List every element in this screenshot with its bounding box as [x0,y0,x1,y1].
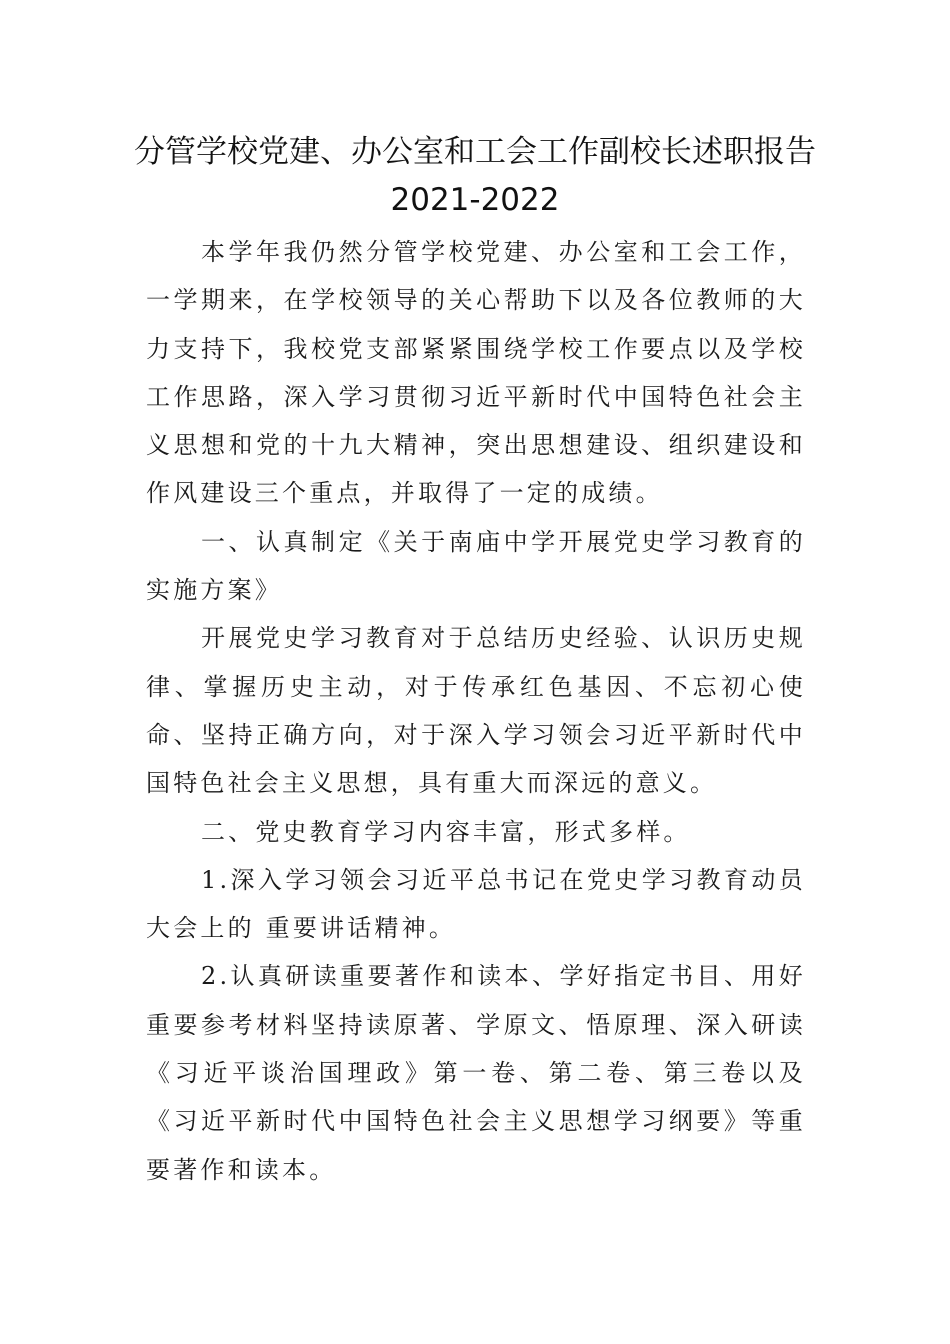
section-heading-1: 一、认真制定《关于南庙中学开展党史学习教育的实施方案》 [146,527,806,605]
paragraph-intro: 本学年我仍然分管学校党建、办公室和工会工作，一学期来，在学校领导的关心帮助下以及各位教师的大力支持下，我校党支部紧紧围绕学校工作要点以及学校工作思路，深入学习贯彻习近平新时代中国特色社会主义思想和党的十九大精神，突出思想建设、组织建设和作风建设三个重点，并取得了一定的成绩。 [146,238,806,508]
paragraph-significance: 开展党史学习教育对于总结历史经验、认识历史规律、掌握历史主动，对于传承红色基因、不忘初心使命、坚持正确方向，对于深入学习领会习近平新时代中国特色社会主义思想，具有重大而深远的意义。 [146,624,806,798]
title-line-1: 分管学校党建、办公室和工会工作副校长述职报告 [134,134,816,170]
document-title [0,128,950,224]
section-heading-2: 二、党史教育学习内容丰富，形式多样。 [201,817,691,846]
document-body [146,228,806,1194]
list-item-2: 2.认真研读重要著作和读本、学好指定书目、用好重要参考材料坚持读原著、学原文、悟原理、深入研读《习近平谈治国理政》第一卷、第二卷、第三卷以及《习近平新时代中国特色社会主义思想学习纲要》等重要著作和读本。 [146,962,806,1184]
title-line-2: 2021-2022 [390,182,560,218]
list-item-1: 1.深入学习领会习近平总书记在党史学习教育动员大会上的 重要讲话精神。 [146,865,806,943]
